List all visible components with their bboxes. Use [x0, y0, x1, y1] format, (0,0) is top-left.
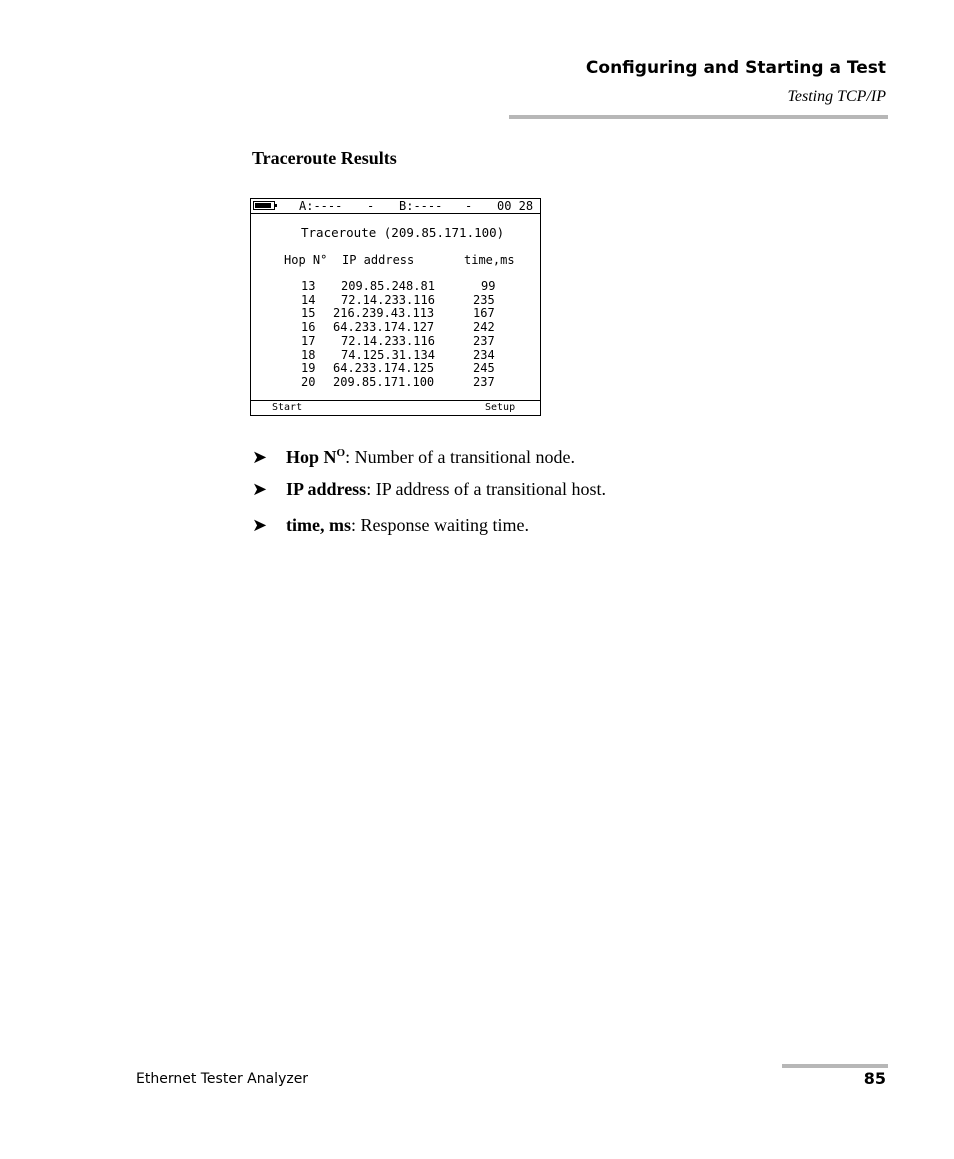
battery-icon — [253, 201, 275, 210]
start-softkey[interactable]: Start — [272, 402, 303, 413]
arrow-bullet-icon: ➤ — [252, 479, 268, 499]
arrow-bullet-icon: ➤ — [252, 515, 268, 535]
ip-cell: 209.85.248.81 — [341, 279, 435, 293]
table-row — [251, 294, 540, 308]
table-row — [251, 280, 540, 294]
column-header-time: time,ms — [464, 253, 515, 267]
time-cell: 234 — [473, 347, 495, 362]
time-cell: 242 — [473, 320, 495, 335]
header-title: Configuring and Starting a Test — [585, 58, 886, 78]
hop-cell: 17 — [301, 333, 316, 348]
description: : IP address of a transitional host. — [366, 479, 606, 499]
table-row — [251, 321, 540, 335]
description: : Response waiting time. — [350, 515, 529, 535]
time-cell: 235 — [473, 292, 495, 307]
table-row — [251, 376, 540, 390]
ip-cell: 64.233.174.127 — [333, 320, 435, 335]
status-port-a: A:---- — [299, 199, 343, 213]
term-superscript: O — [336, 447, 346, 459]
time-cell: 237 — [473, 374, 495, 389]
table-row — [251, 349, 540, 363]
setup-softkey[interactable]: Setup — [485, 402, 516, 413]
softkey-bar — [251, 400, 540, 415]
description: : Number of a transitional node. — [345, 447, 576, 467]
ip-cell: 74.125.31.134 — [341, 347, 435, 362]
hop-cell: 19 — [301, 361, 316, 376]
screen-title: Traceroute (209.85.171.100) — [301, 225, 505, 240]
footer-doc-title: Ethernet Tester Analyzer — [136, 1071, 309, 1087]
header-rule — [509, 115, 888, 119]
footer-rule — [782, 1064, 888, 1068]
ip-cell: 64.233.174.125 — [333, 361, 435, 376]
term: Hop $N^O$ — [286, 447, 346, 467]
hop-cell: 13 — [301, 279, 316, 293]
section-heading: Traceroute Results — [252, 148, 397, 168]
term: time, ms — [286, 515, 351, 535]
ip-cell: 209.85.171.100 — [333, 374, 435, 389]
traceroute-screen — [250, 198, 541, 416]
table-row — [251, 362, 540, 376]
table-row — [251, 335, 540, 349]
hop-cell: 16 — [301, 320, 316, 335]
hop-cell: 14 — [301, 292, 316, 307]
status-port-a-dash: - — [367, 199, 375, 213]
definition-list — [252, 440, 606, 548]
column-header-ip: IP address — [342, 253, 415, 267]
ip-cell: 72.14.233.116 — [341, 333, 435, 348]
list-item — [252, 512, 606, 548]
list-item — [252, 476, 606, 512]
term: IP address — [286, 479, 367, 499]
time-cell: 237 — [473, 333, 495, 348]
time-cell: 99 — [481, 279, 496, 293]
status-bar — [251, 199, 540, 214]
table-row — [251, 307, 540, 321]
status-port-b: B:---- — [399, 199, 443, 213]
list-item — [252, 440, 606, 476]
header-subtitle: Testing TCP/IP — [787, 88, 886, 105]
status-port-b-dash: - — [465, 199, 473, 213]
arrow-bullet-icon: ➤ — [252, 447, 268, 467]
hop-cell: 15 — [301, 306, 316, 321]
ip-cell: 72.14.233.116 — [341, 292, 435, 307]
status-time: 00 28 — [497, 199, 534, 213]
column-header-hop: Hop N° — [284, 253, 328, 267]
hop-cell: 18 — [301, 347, 316, 362]
hop-cell: 20 — [301, 374, 316, 389]
page-number: 85 — [863, 1069, 886, 1088]
ip-cell: 216.239.43.113 — [333, 306, 435, 321]
time-cell: 245 — [473, 361, 495, 376]
time-cell: 167 — [473, 306, 495, 321]
